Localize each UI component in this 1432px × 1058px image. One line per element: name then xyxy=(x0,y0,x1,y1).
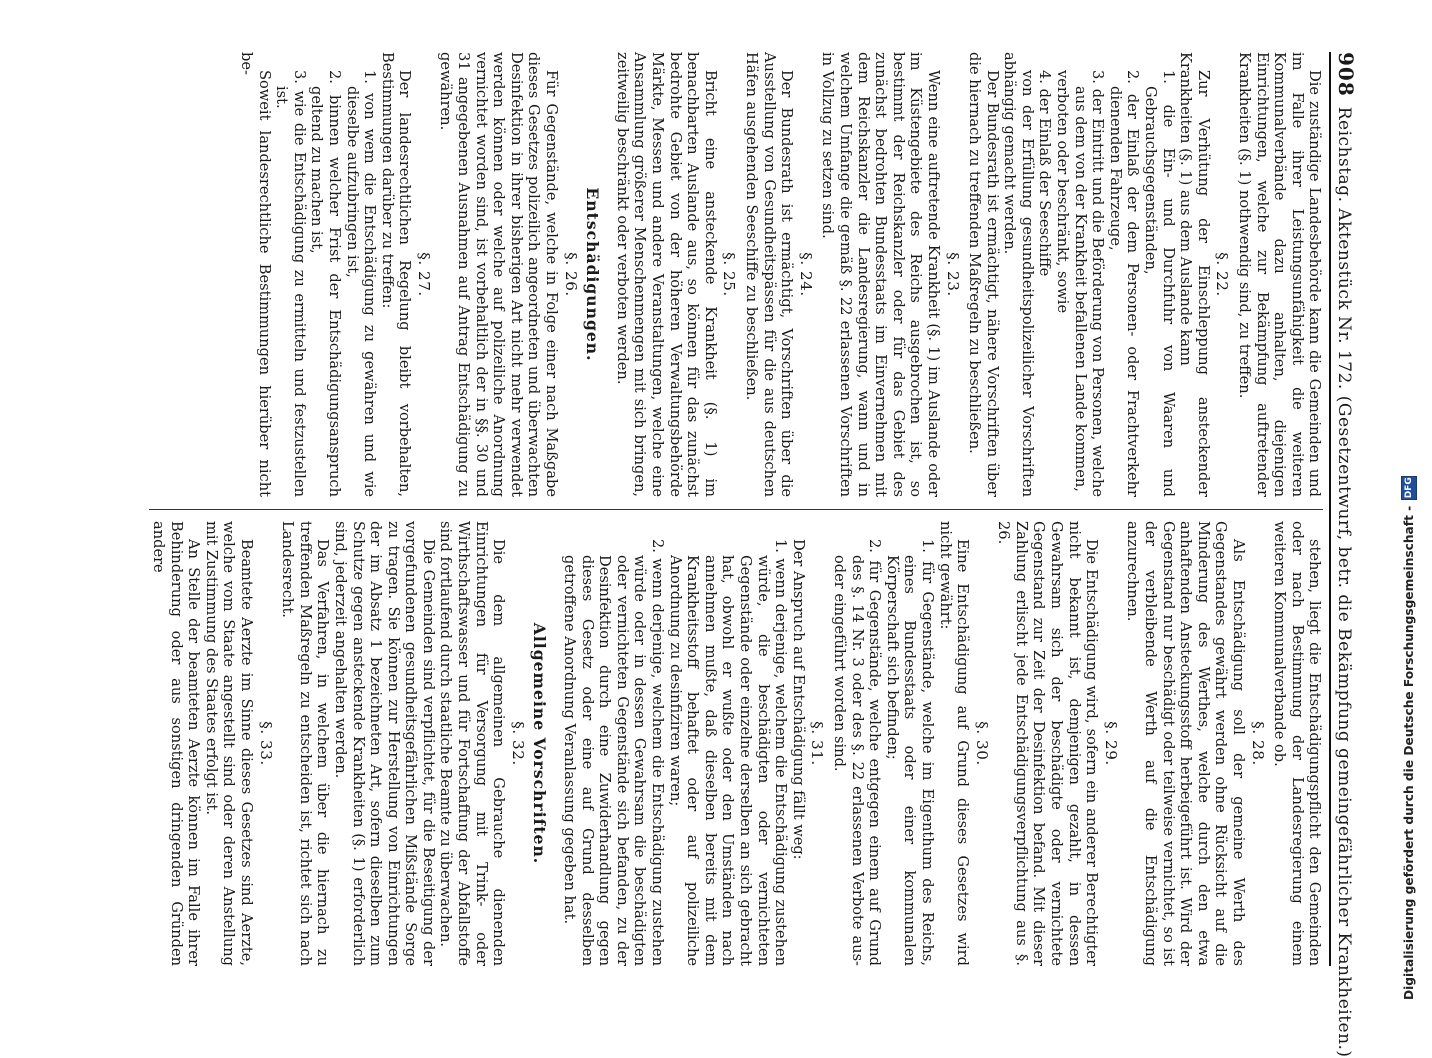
footer-text: Digitalisierung gefördert durch die Deutsche Forschungsgemeinschaft - xyxy=(1402,505,1416,1000)
paragraph: Der landesrechtlichen Regelung bleibt vorbehalten, Bestimmungen darüber zu treffen: xyxy=(378,52,414,497)
page-header xyxy=(1329,52,1358,1058)
section-number: §. 32. xyxy=(508,721,527,766)
section-number: §. 24. xyxy=(796,252,815,297)
paragraph: Die zuständige Landesbehörde kann die Gemeinden und im Falle ihrer Leistungsunfähigkeit die weiteren Kommunalverbände dazu anhalten, diejenigen Einrichtungen, welche zur Bekämpfung auftretender Krankheiten (§. 1) nothwendig sind, zu treffen. xyxy=(1236,52,1324,497)
paragraph: Wenn eine auftretende Krankheit (§. 1) im Auslande oder im Küstengebiete des Reichs ausgebrochen ist, so bestimmt der Reichskanzler oder für das Gebiet des zunächst bedrohten Bundesstaats im Einvernehmen mit dem Reichskanzler die Landesregierung, wann und in welchem Umfange die gemäß §. 22 erlassenen Vorschriften in Vollzug zu setzen sind. xyxy=(819,52,942,497)
section-number: §. 26. xyxy=(561,252,580,297)
list-item: 1. von wem die Entschädigung zu gewähren und wie dieselbe aufzubringen ist, xyxy=(343,70,379,497)
list-item: 1. die Ein- und Durchfuhr von Waaren und Gebrauchsgegenständen, xyxy=(1142,70,1177,497)
paragraph: An Stelle der beamteten Aerzte können im Falle ihrer Behinderung oder aus sonstigen dringenden Gründen andere xyxy=(150,521,203,966)
list-item: 4. der Einlaß der Seeschiffe xyxy=(1036,70,1054,277)
section-number: §. 28. xyxy=(1248,721,1267,766)
section-number: §. 30. xyxy=(972,721,991,766)
paragraph: Zur Verhütung der Einschleppung ansteckender Krankheiten (§. 1) aus dem Auslande kann xyxy=(1177,52,1212,497)
list-item: 2. binnen welcher Frist der Entschädigungsanspruch geltend zu machen ist, xyxy=(308,70,343,497)
section-number: §. 22. xyxy=(1213,252,1232,297)
paragraph: Als Entschädigung soll der gemeine Werth des Gegenstandes gewährt werden ohne Rücksicht auf die Minderung des Werthes, welche durch den etwa anhaftenden Ansteckungsstoff herbeigeführt ist. Wird der Gegenstand nur beschädigt oder teilweise vernichtet, so ist der verbleibende Werth auf die Entschädigung anzurechnen. xyxy=(1124,521,1248,966)
text-columns xyxy=(149,52,1323,966)
list-item: 3. wie die Entschädigung zu ermitteln und festzustellen ist. xyxy=(273,70,308,497)
paragraph: Soweit landesrechtliche Bestimmungen hierüber nicht be- xyxy=(237,52,273,497)
paragraph: Der Anspruch auf Entschädigung fällt weg: xyxy=(789,539,807,860)
paragraph: Die dem allgemeinen Gebrauche dienenden Einrichtungen für Versorgung mit Trink- oder Wirthschaftswasser und für Fortschaffung der Abfallstoffe sind fortlaufend durch staatliche Beamte zu überwachen. xyxy=(437,521,508,966)
column-divider xyxy=(149,509,1323,510)
list-item: 1. wenn derjenige, welchem die Entschädigung zustehen würde, die beschädigten oder vernichteten Gegenstände oder einzelne derselben an sich gebracht hat, obwohl er wußte oder den Umständen nach annehmen mußte, daß dieselben bereits mit dem Krankheitsstoff behaftet oder auf polizeiliche Anordnung zu desinfiziren waren; xyxy=(666,539,790,966)
paragraph: Der Bundesrath ist ermächtigt, Vorschriften über die Ausstellung von Gesundheitspässen für die aus deutschen Häfen ausgehenden Seeschiffe zu beschließen. xyxy=(743,52,796,497)
paragraph: Bricht eine ansteckende Krankheit (§. 1) im benachbarten Auslande aus, so können für das zunächst bedrohte Gebiet von der höheren Verwaltungsbehörde Märkte, Messen und andere Veranstaltungen, welche eine Ansammlung größerer Menschenmengen mit sich bringen, zeitweilig beschränkt oder verboten werden. xyxy=(613,52,719,497)
section-number: §. 33. xyxy=(256,721,275,766)
list-item: 2. für Gegenstände, welche entgegen einem auf Grund des §. 14 Nr. 3 oder des §. 22 erlassenen Verbote aus- oder eingeführt worden sind. xyxy=(830,539,884,966)
section-number: §. 25. xyxy=(720,252,739,297)
section-heading: Entschädigungen. xyxy=(583,187,603,362)
paragraph: verboten oder beschränkt, sowie xyxy=(1054,70,1072,314)
paragraph: Das Verfahren, in welchem über die hiernach zu treffenden Maßregeln zu entscheiden ist, richtet sich nach Landesrecht. xyxy=(279,521,332,966)
dfg-logo-icon: DFG xyxy=(1401,476,1417,500)
paragraph: Eine Entschädigung auf Grund dieses Gesetzes wird nicht gewährt: xyxy=(936,521,972,966)
paragraph: von der Erfüllung gesundheitspolizeilicher Vorschriften abhängig gemacht werden. xyxy=(1001,52,1036,497)
section-number: §. 31. xyxy=(808,721,827,766)
list-item: 3. der Eintritt und die Beförderung von Personen, welche aus dem von der Krankheit befallenen Lande kommen, xyxy=(1071,70,1107,497)
section-number: §. 27. xyxy=(414,252,433,297)
paragraph: Für Gegenstände, welche in Folge einer nach Maßgabe dieses Gesetzes polizeilich angeordneten und überwachten Desinfektion in ihrer bisherigen Art nicht mehr verwendet werden können oder welche auf polizeiliche Anordnung vernichtet worden sind, ist vorbehaltlich der in §§. 30 und 31 angegebenen Ausnahmen auf Antrag Entschädigung zu gewähren. xyxy=(437,52,561,497)
section-number: §. 23. xyxy=(943,252,962,297)
digitization-footer xyxy=(1401,476,1417,1000)
section-heading: Allgemeine Vorschriften. xyxy=(530,622,550,865)
list-item: 1. für Gegenstände, welche im Eigenthum des Reichs, eines Bundesstaats oder einer kommunalen Körperschaft sich befinden; xyxy=(883,539,936,966)
left-column xyxy=(149,52,1323,497)
paragraph: Der Bundesrath ist ermächtigt, nähere Vorschriften über die hiernach zu treffenden Maßregeln zu beschließen. xyxy=(966,52,1001,497)
paragraph: Beamtete Aerzte im Sinne dieses Gesetzes sind Aerzte, welche vom Staate angestellt sind oder deren Anstellung mit Zustimmung des Staates erfolgt ist. xyxy=(202,521,255,966)
list-item: 2. wenn derjenige, welchem die Entschädigung zustehen würde oder in dessen Gewahrsam die beschädigten oder vernichteten Gegenstände sich befanden, zu der Desinfektion durch eine Zuwiderhandlung gegen dieses Gesetz oder eine auf Grund desselben getroffene Anordnung Veranlassung gegeben hat. xyxy=(561,539,667,966)
running-title: Reichstag. Aktenstück Nr. 172. (Gesetzentwurf, betr. die Bekämpfung gemeingefährlicher Krankheiten.) xyxy=(1334,106,1354,1058)
right-column xyxy=(149,521,1323,966)
section-number: §. 29. xyxy=(1101,721,1120,766)
list-item: 2. der Einlaß der dem Personen- oder Frachtverkehr dienenden Fahrzeuge, xyxy=(1106,70,1142,497)
paragraph: stehen, liegt die Entschädigungspflicht den Gemeinden oder nach Bestimmung der Landesregierung einem weiteren Kommunalverbande ob. xyxy=(1271,521,1324,966)
paragraph: Die Gemeinden sind verpflichtet, für die Beseitigung der vorgefundenen gesundheitsgefährlichen Mißstände Sorge zu tragen. Sie können zur Herstellung von Einrichtungen der im Absatz 1 bezeichneten Art, sofern dieselben zum Schutze gegen ansteckende Krankheiten (§. 1) erforderlich sind, jederzeit angehalten werden. xyxy=(331,521,437,966)
paragraph: Die Entschädigung wird, sofern ein anderer Berechtigter nicht bekannt ist, demjenigen gezahlt, in dessen Gewahrsam sich der beschädigte oder vernichtete Gegenstand zur Zeit der Desinfektion befand. Mit dieser Zahlung erlischt jede Entschädigungsverpflichtung aus §. 26. xyxy=(995,521,1101,966)
page-number: 908 xyxy=(1334,52,1358,97)
